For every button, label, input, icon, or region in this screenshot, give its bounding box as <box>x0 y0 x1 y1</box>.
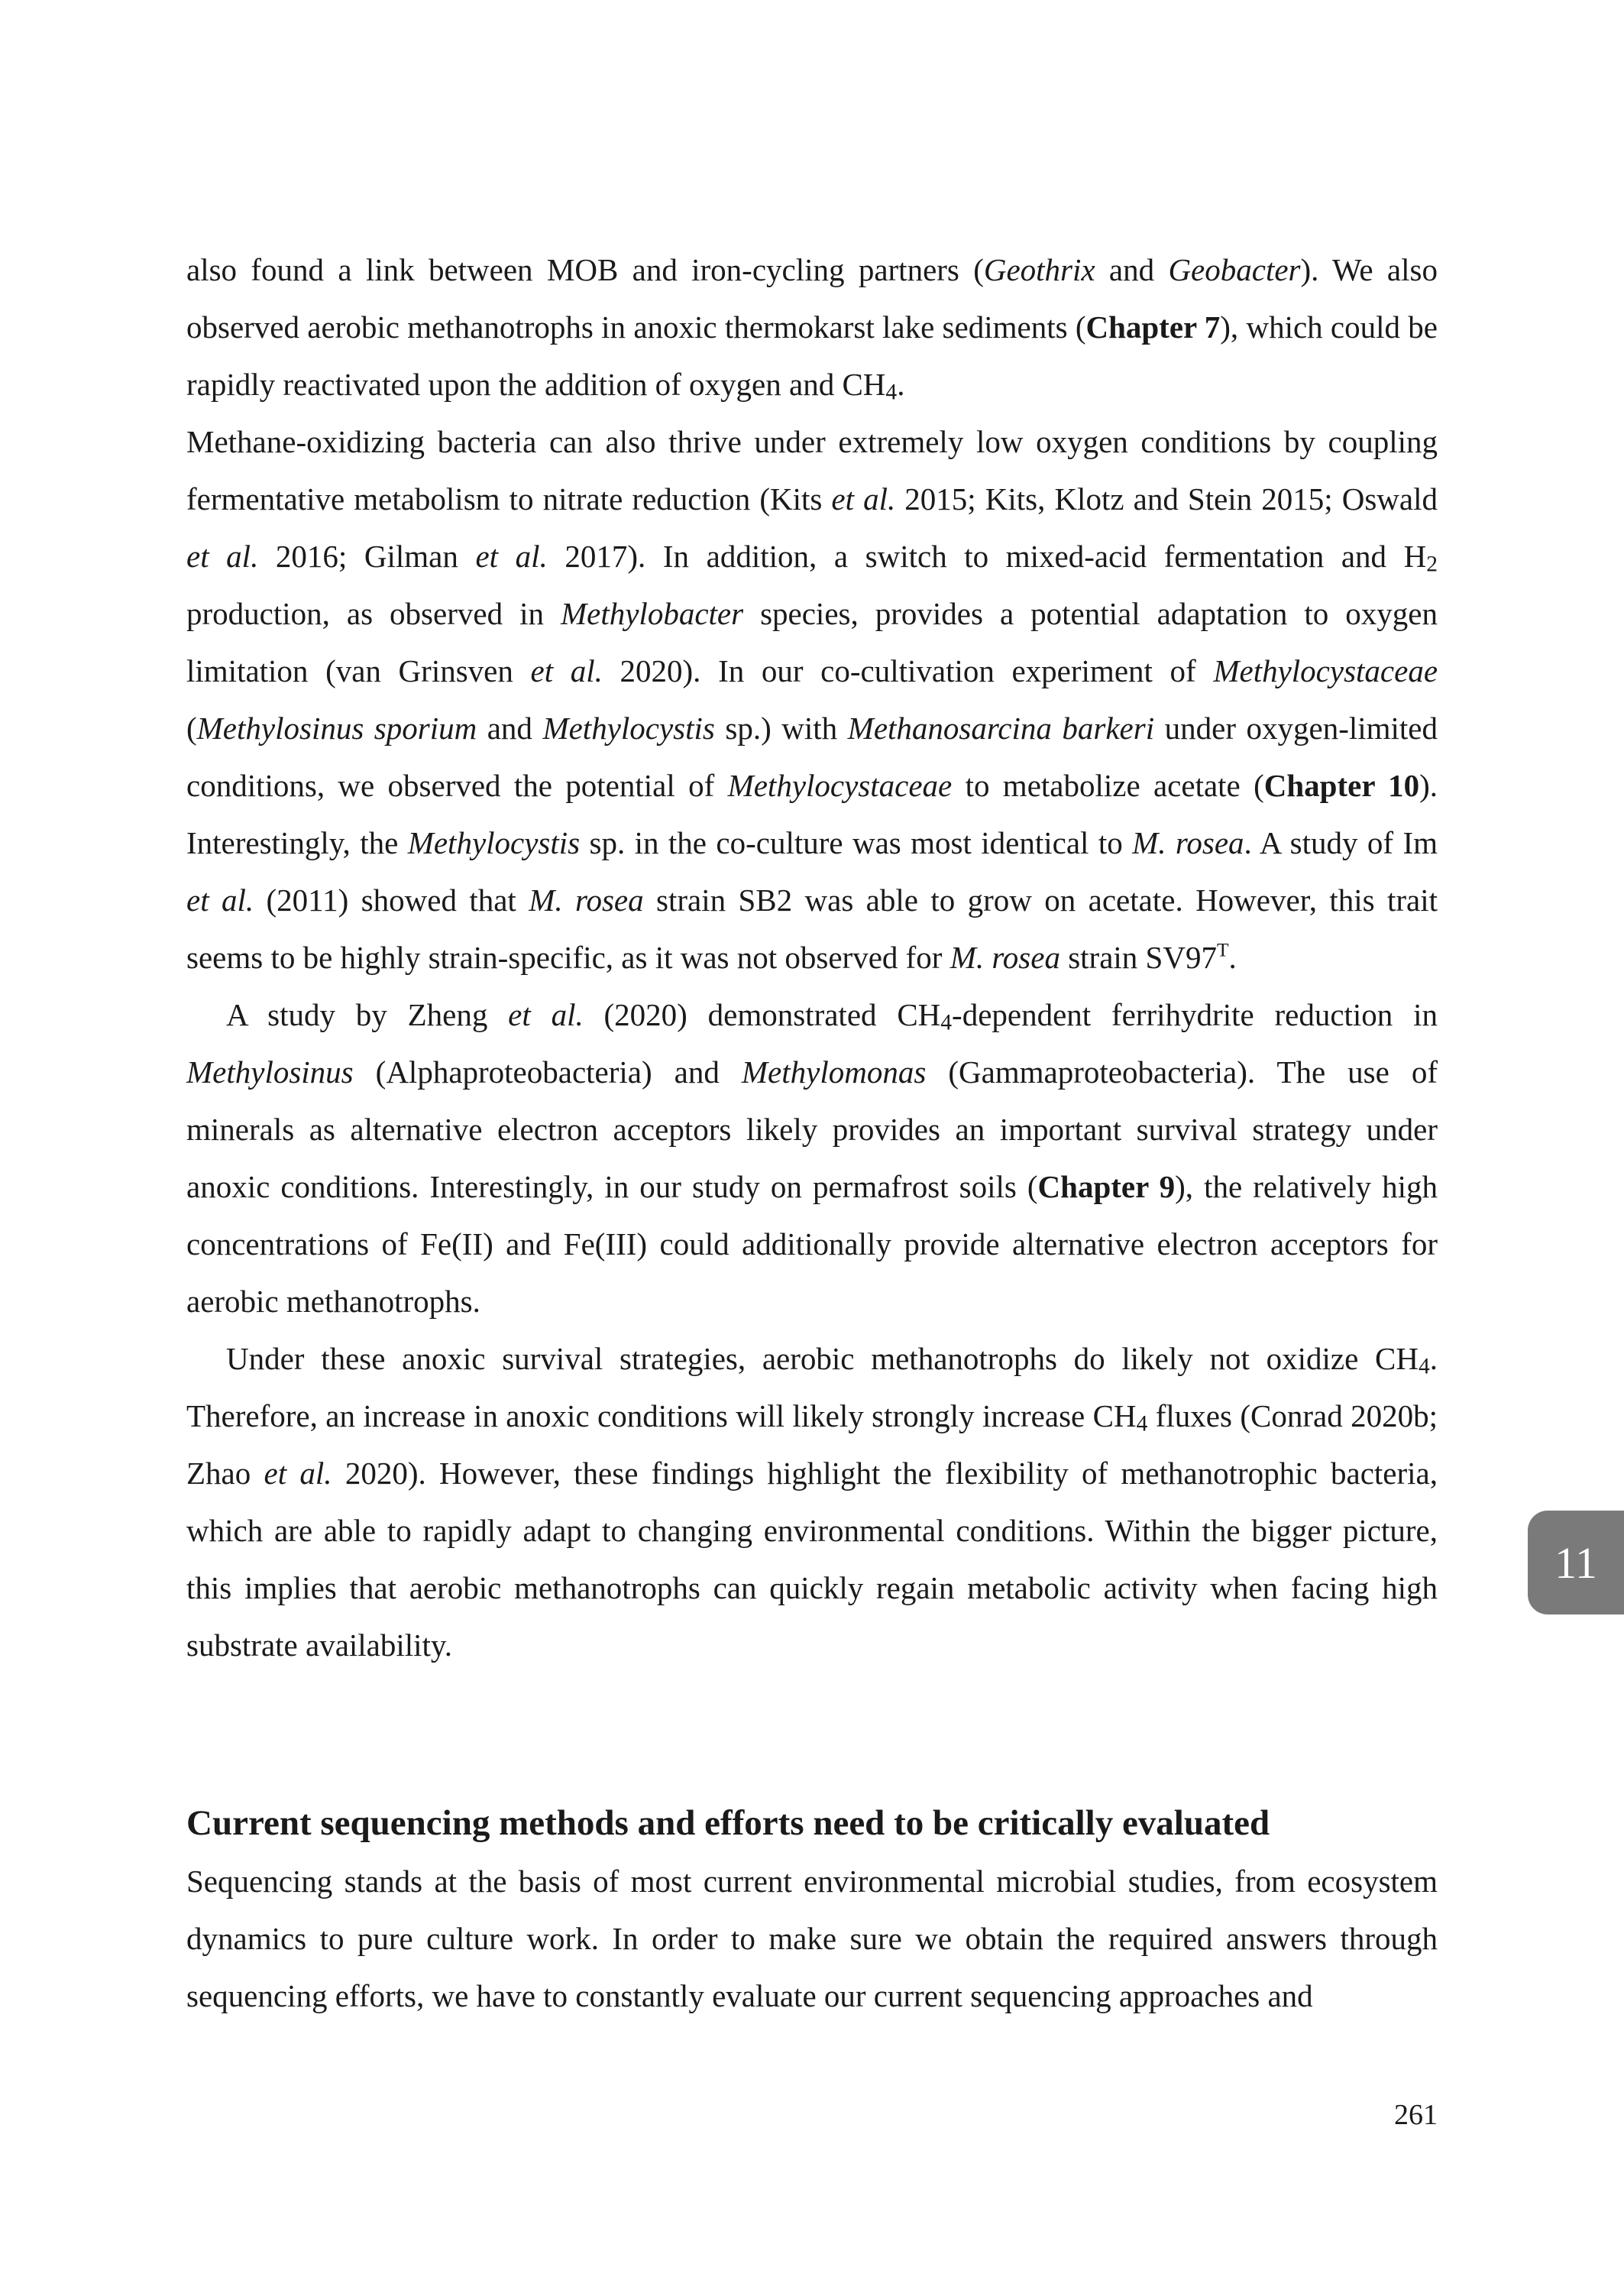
body-text-lower <box>186 1853 1438 2025</box>
paragraph-sequencing: Sequencing stands at the basis of most current environmental microbial studies, from ecosystem dynamics to pure culture work. In order to make sure we obtain the required answers through sequencing efforts, we have to constantly evaluate our current sequencing approaches and <box>186 1864 1438 2013</box>
page-number: 261 <box>1394 2099 1438 2131</box>
body-text-upper <box>186 241 1438 1674</box>
paragraph-continued: also found a link between MOB and iron-cycling partners (Geothrix and Geobacter). We also observed aerobic methanotrophs in anoxic thermokarst lake sediments (Chapter 7), which could be rapidly reactivated upon the addition of oxygen and CH4. <box>186 252 1438 405</box>
paragraph-anoxic-survival: Under these anoxic survival strategies, aerobic methanotrophs do likely not oxidize CH4. Therefore, an increase in anoxic conditions will likely strongly increase CH4 fluxes (Conrad 2020b; Zhao et al. 2020). However, these findings highlight the flexibility of methanotrophic bacteria, which are able to rapidly adapt to changing environmental conditions. Within the bigger picture, this implies that aerobic methanotrophs can quickly regain metabolic activity when facing high substrate availability. <box>186 1341 1438 1663</box>
chapter-reference: Chapter 7 <box>1085 309 1221 345</box>
chapter-reference: Chapter 10 <box>1263 768 1420 803</box>
chapter-tab-label: 11 <box>1554 1537 1597 1588</box>
chapter-reference: Chapter 9 <box>1037 1169 1176 1204</box>
section-heading: Current sequencing methods and efforts need to be critically evaluated <box>186 1803 1270 1843</box>
paragraph-ferrihydrite: A study by Zheng et al. (2020) demonstrated CH4-dependent ferrihydrite reduction in Methylosinus (Alphaproteobacteria) and Methylomonas (Gammaproteobacteria). The use of minerals as alternative electron acceptors likely provides an important survival strategy under anoxic conditions. Interestingly, in our study on permafrost soils (Chapter 9), the relatively high concentrations of Fe(II) and Fe(III) could additionally provide alternative electron acceptors for aerobic methanotrophs. <box>186 997 1438 1319</box>
paragraph-low-oxygen: Methane-oxidizing bacteria can also thrive under extremely low oxygen conditions by coupling fermentative metabolism to nitrate reduction (Kits et al. 2015; Kits, Klotz and Stein 2015; Oswald et al. 2016; Gilman et al. 2017). In addition, a switch to mixed-acid fermentation and H2 production, as observed in Methylobacter species, provides a potential adaptation to oxygen limitation (van Grinsven et al. 2020). In our co-cultivation experiment of Methylocystaceae (Methylosinus sporium and Methylocystis sp.) with Methanosarcina barkeri under oxygen-limited conditions, we observed the potential of Methylocystaceae to metabolize acetate (Chapter 10). Interestingly, the Methylocystis sp. in the co-culture was most identical to M. rosea. A study of Im et al. (2011) showed that M. rosea strain SB2 was able to grow on acetate. However, this trait seems to be highly strain-specific, as it was not observed for M. rosea strain $SV97^T$. <box>186 424 1438 975</box>
chapter-tab <box>1528 1511 1624 1614</box>
